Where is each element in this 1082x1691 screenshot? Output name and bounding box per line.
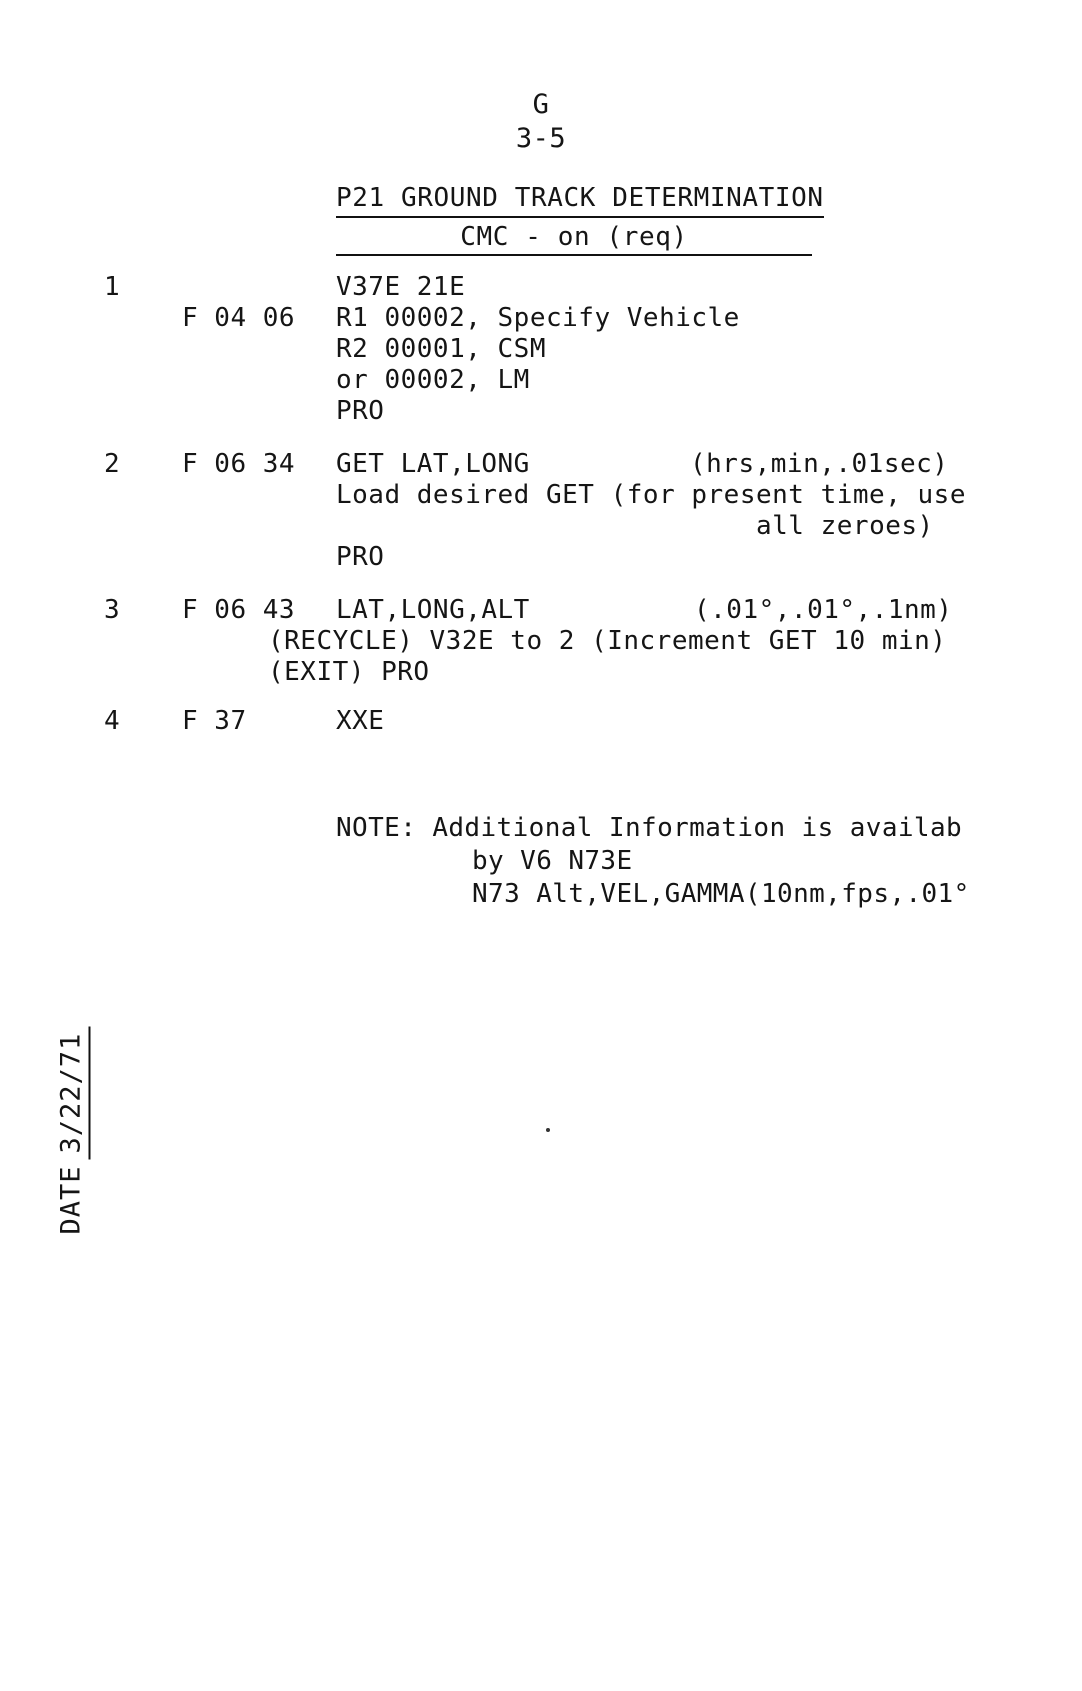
step-units: (hrs,min,.01sec) [690,449,949,479]
date-field [56,925,91,1235]
step-line [0,365,1082,396]
section-letter: G [532,89,550,120]
note-block [336,812,1082,911]
note-line-3: N73 Alt,VEL,GAMMA(10nm,fps,.01° [472,879,970,909]
step-units: (.01°,.01°,.1nm) [694,595,953,625]
note-line-1: NOTE: Additional Information is availab [336,813,963,843]
step-text: (EXIT) PRO [268,657,430,687]
step-text: (RECYCLE) V32E to 2 (Increment GET 10 min) [268,626,947,656]
date-sidebar [22,930,87,1260]
step-text: or 00002, LM [336,365,530,395]
step-line [0,480,1082,511]
step-code: F 06 43 [182,595,296,625]
step-code: F 04 06 [182,303,296,333]
step-line [0,511,1082,542]
step-row [0,272,1082,427]
step-code: F 06 34 [182,449,296,479]
step-text: PRO [336,542,385,572]
step-spacer [0,688,1082,706]
step-number: 2 [104,449,121,479]
step-number: 3 [104,595,121,625]
step-row [0,595,1082,688]
procedure-steps [0,272,1082,737]
step-line [0,334,1082,365]
step-number: 1 [104,272,121,302]
step-line [0,626,1082,657]
step-row [0,449,1082,573]
step-text: GET LAT,LONG [336,449,530,479]
step-text: R2 00001, CSM [336,334,546,364]
step-text: Load desired GET (for present time, use [336,480,966,510]
step-row [0,706,1082,737]
step-line [0,595,1082,626]
step-spacer [0,573,1082,595]
step-line [0,542,1082,573]
date-label: DATE [55,1165,87,1235]
step-text: LAT,LONG,ALT [336,595,530,625]
step-line [0,396,1082,427]
stray-mark [546,1128,550,1132]
step-line [0,706,1082,737]
title-block [336,182,976,256]
note-line-2: by V6 N73E [472,846,633,876]
page-number: 3-5 [515,123,567,154]
step-number: 4 [104,706,121,736]
step-code: F 37 [182,706,247,736]
page-title: P21 GROUND TRACK DETERMINATION [336,182,824,218]
step-text: V37E 21E [336,272,466,302]
page-header [0,88,1082,156]
step-line [0,303,1082,334]
step-text: all zeroes) [756,511,934,541]
step-text: R1 00002, Specify Vehicle [336,303,740,333]
page-subtitle: CMC - on (req) [336,221,812,256]
step-line [0,272,1082,303]
step-line [0,449,1082,480]
step-spacer [0,427,1082,449]
step-line [0,657,1082,688]
date-value: 3/22/71 [56,1027,91,1160]
step-text: XXE [336,706,385,736]
step-text: PRO [336,396,385,426]
